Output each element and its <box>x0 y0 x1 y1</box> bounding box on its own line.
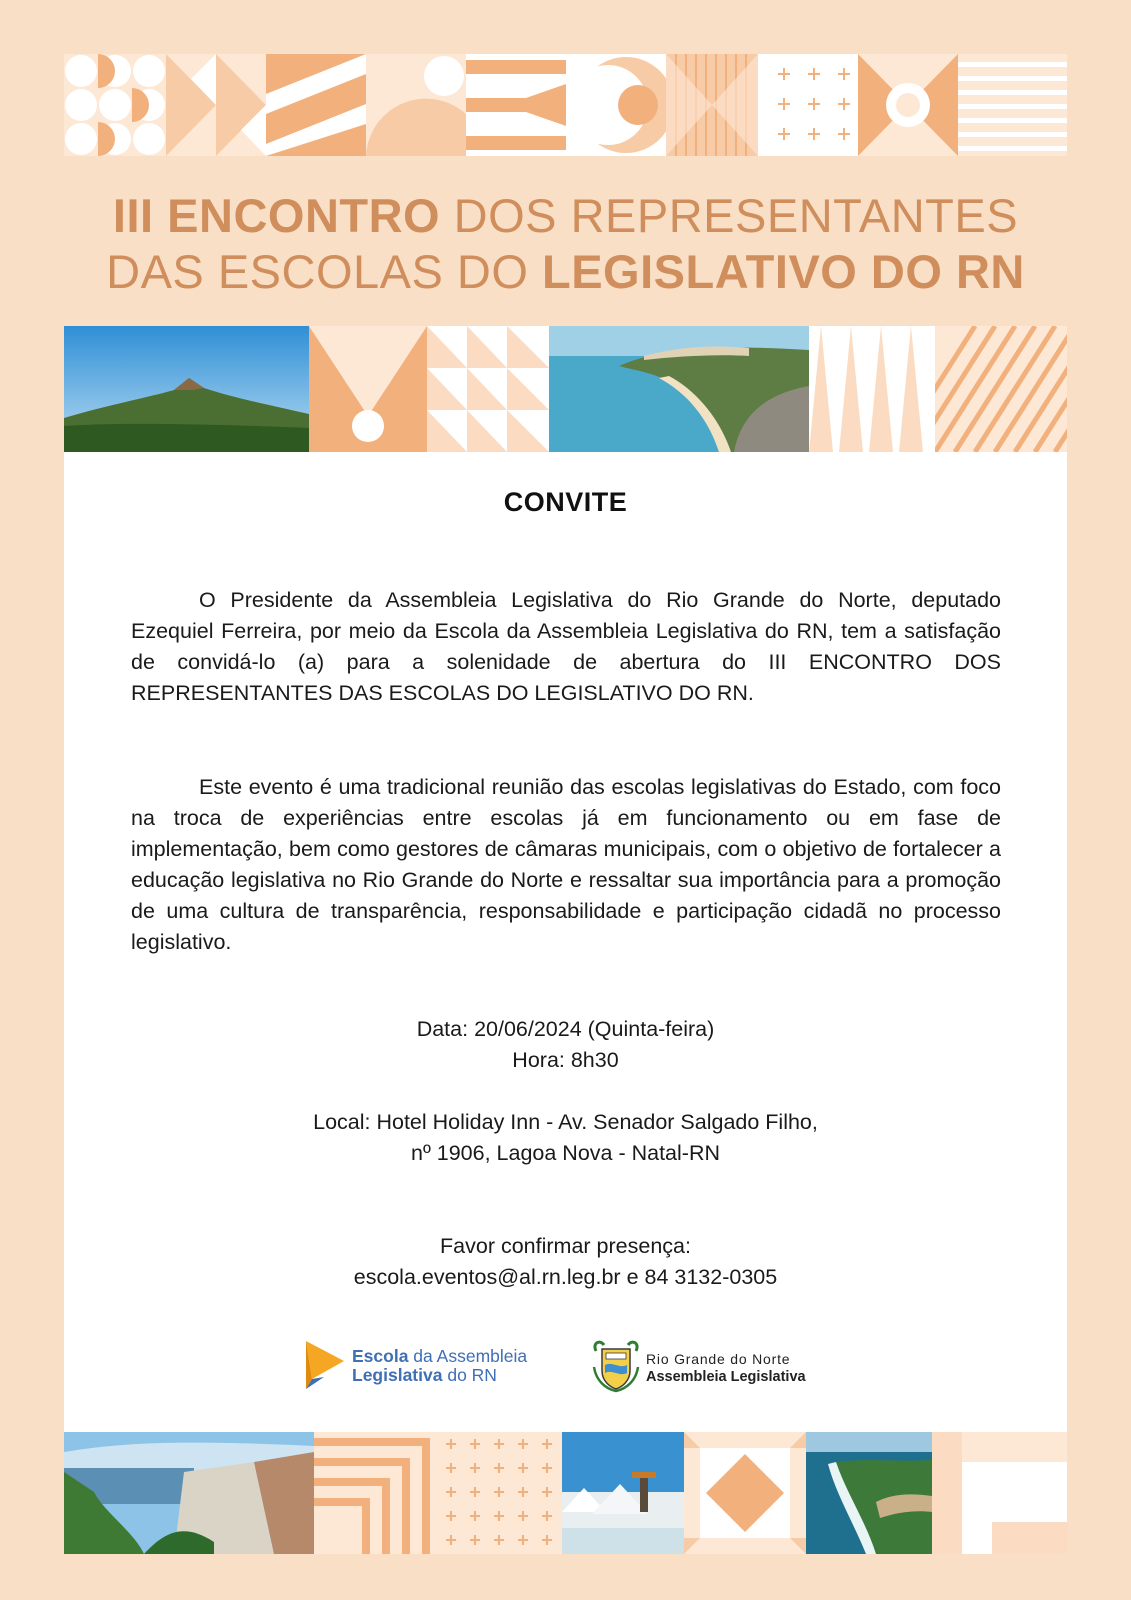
escola-assembleia-logo <box>302 1337 562 1393</box>
invitation-paragraph: O Presidente da Assembleia Legislativa do Rio Grande do Norte, deputado Ezequiel Ferreira, por meio da Escola da Assembleia Legislativa do RN, tem a satisfação de convidá-lo (a) para a solenidade de abertura do III ENCONTRO DOS REPRESENTANTES DAS ESCOLAS DO LEGISLATIVO DO RN. <box>131 588 1001 705</box>
bars-pattern-tile <box>466 54 566 156</box>
half-circle-tile <box>366 54 466 156</box>
escola-logo-rest1: da Assembleia <box>408 1346 528 1366</box>
dam-photo <box>64 1432 314 1554</box>
rsvp-label: Favor confirmar presença: <box>440 1234 691 1258</box>
bottom-decorative-band <box>64 1432 1067 1554</box>
salt-piles-photo <box>562 1432 684 1554</box>
event-location-line2: nº 1906, Lagoa Nova - Natal-RN <box>410 1141 721 1165</box>
rn-logo-line2: Assembleia Legislativa <box>646 1369 806 1385</box>
invitation-heading: CONVITE <box>503 487 628 517</box>
event-time: Hora: 8h30 <box>512 1048 619 1072</box>
logos-row <box>64 1337 1067 1397</box>
invitation-card <box>64 452 1067 1432</box>
plus-pattern-tile <box>758 54 858 156</box>
diamond-tile <box>684 1432 806 1554</box>
escola-logo-bold2: Legislativa <box>352 1365 443 1385</box>
color-blocks-tile <box>932 1432 1067 1554</box>
beach-coast-photo <box>549 326 809 452</box>
title-line2-bold: LEGISLATIVO DO RN <box>541 245 1025 298</box>
title-line2-start: DAS ESCOLAS DO <box>106 245 542 298</box>
event-location-line1: Local: Hotel Holiday Inn - Av. Senador Salgado Filho, <box>313 1110 818 1134</box>
diagonal-stripes-tile <box>266 54 366 156</box>
horizontal-lines-tile <box>958 54 1067 156</box>
coastal-cliff-photo <box>806 1432 932 1554</box>
hourglass-lines-tile <box>666 54 758 156</box>
v-shape-pattern-tile <box>309 326 427 452</box>
escola-logo-bold1: Escola <box>352 1346 409 1366</box>
rn-logo-line1: Rio Grande do Norte <box>646 1351 791 1367</box>
state-coat-of-arms-icon <box>590 1337 642 1393</box>
rsvp-contact: escola.eventos@al.rn.leg.br e 84 3132-0305 <box>353 1265 778 1289</box>
event-date: Data: 20/06/2024 (Quinta-feira) <box>416 1017 715 1041</box>
circles-pattern-tile <box>64 54 166 156</box>
assembleia-rn-logo <box>590 1337 850 1395</box>
event-description-paragraph: Este evento é uma tradicional reunião das escolas legislativas do Estado, com foco na troca de experiências entre escolas já em funcionamento ou em fase de implementação, bem como gestores de câmaras municipais, com o objetivo de fortalecer a educação legislativa no Rio Grande do Norte e ressaltar sua importância para a promoção de uma cultura de transparência, responsabilidade e participação cidadã no processo legislativo. <box>131 775 1001 954</box>
nested-corners-tile <box>314 1432 436 1554</box>
title-line1-bold: III ENCONTRO <box>112 189 441 242</box>
middle-decorative-band <box>64 326 1067 452</box>
mountain-photo <box>64 326 309 452</box>
crescent-tile <box>566 54 666 156</box>
plus-grid-tile <box>436 1432 562 1554</box>
event-title <box>64 188 1067 300</box>
escola-logo-rest2: do RN <box>442 1365 497 1385</box>
title-line1-rest: DOS REPRESENTANTES <box>440 189 1019 242</box>
diagonal-lines-tile <box>935 326 1067 452</box>
spikes-pattern-tile <box>809 326 935 452</box>
triangles-pattern-tile <box>166 54 266 156</box>
triangle-grid-tile <box>427 326 549 452</box>
top-decorative-band <box>64 54 1067 156</box>
escola-arrow-icon <box>302 1339 346 1391</box>
bowtie-circle-tile <box>858 54 958 156</box>
